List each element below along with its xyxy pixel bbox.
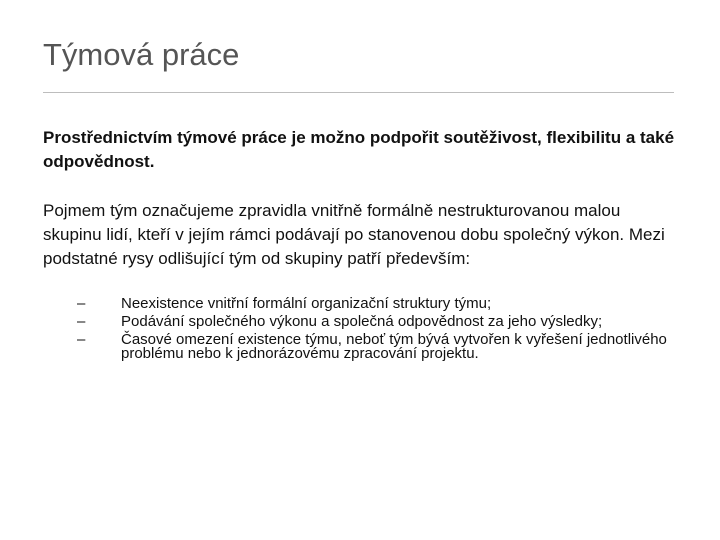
intro-paragraph: Prostřednictvím týmové práce je možno podpořit soutěživost, flexibilitu a také odpovědnost. bbox=[43, 128, 675, 171]
bullet-text: Časové omezení existence týmu, neboť tým bývá vytvořen k vyřešení jednotlivého problému nebo k jednorázovému zpracování projektu. bbox=[121, 331, 667, 362]
bullet-text: Podávání společného výkonu a společná odpovědnost za jeho výsledky; bbox=[121, 313, 603, 330]
dash-bullet-icon: – bbox=[77, 313, 86, 330]
bullet-text: Neexistence vnitřní formální organizační struktury týmu; bbox=[121, 295, 492, 312]
slide-title: Týmová práce bbox=[43, 37, 240, 72]
bullet-list bbox=[77, 297, 687, 365]
dash-bullet-icon: – bbox=[77, 295, 86, 312]
dash-bullet-icon: – bbox=[77, 331, 86, 348]
title-divider bbox=[43, 92, 674, 93]
list-item bbox=[77, 297, 687, 311]
list-item bbox=[77, 315, 687, 329]
list-item bbox=[77, 333, 687, 361]
body-paragraph: Pojmem tým označujeme zpravidla vnitřně formálně nestrukturovanou malou skupinu lidí, kteří v jejím rámci podávají po stanovenou dobu společný výkon. Mezi podstatné rysy odlišující tým od skupiny patří především: bbox=[43, 201, 665, 268]
